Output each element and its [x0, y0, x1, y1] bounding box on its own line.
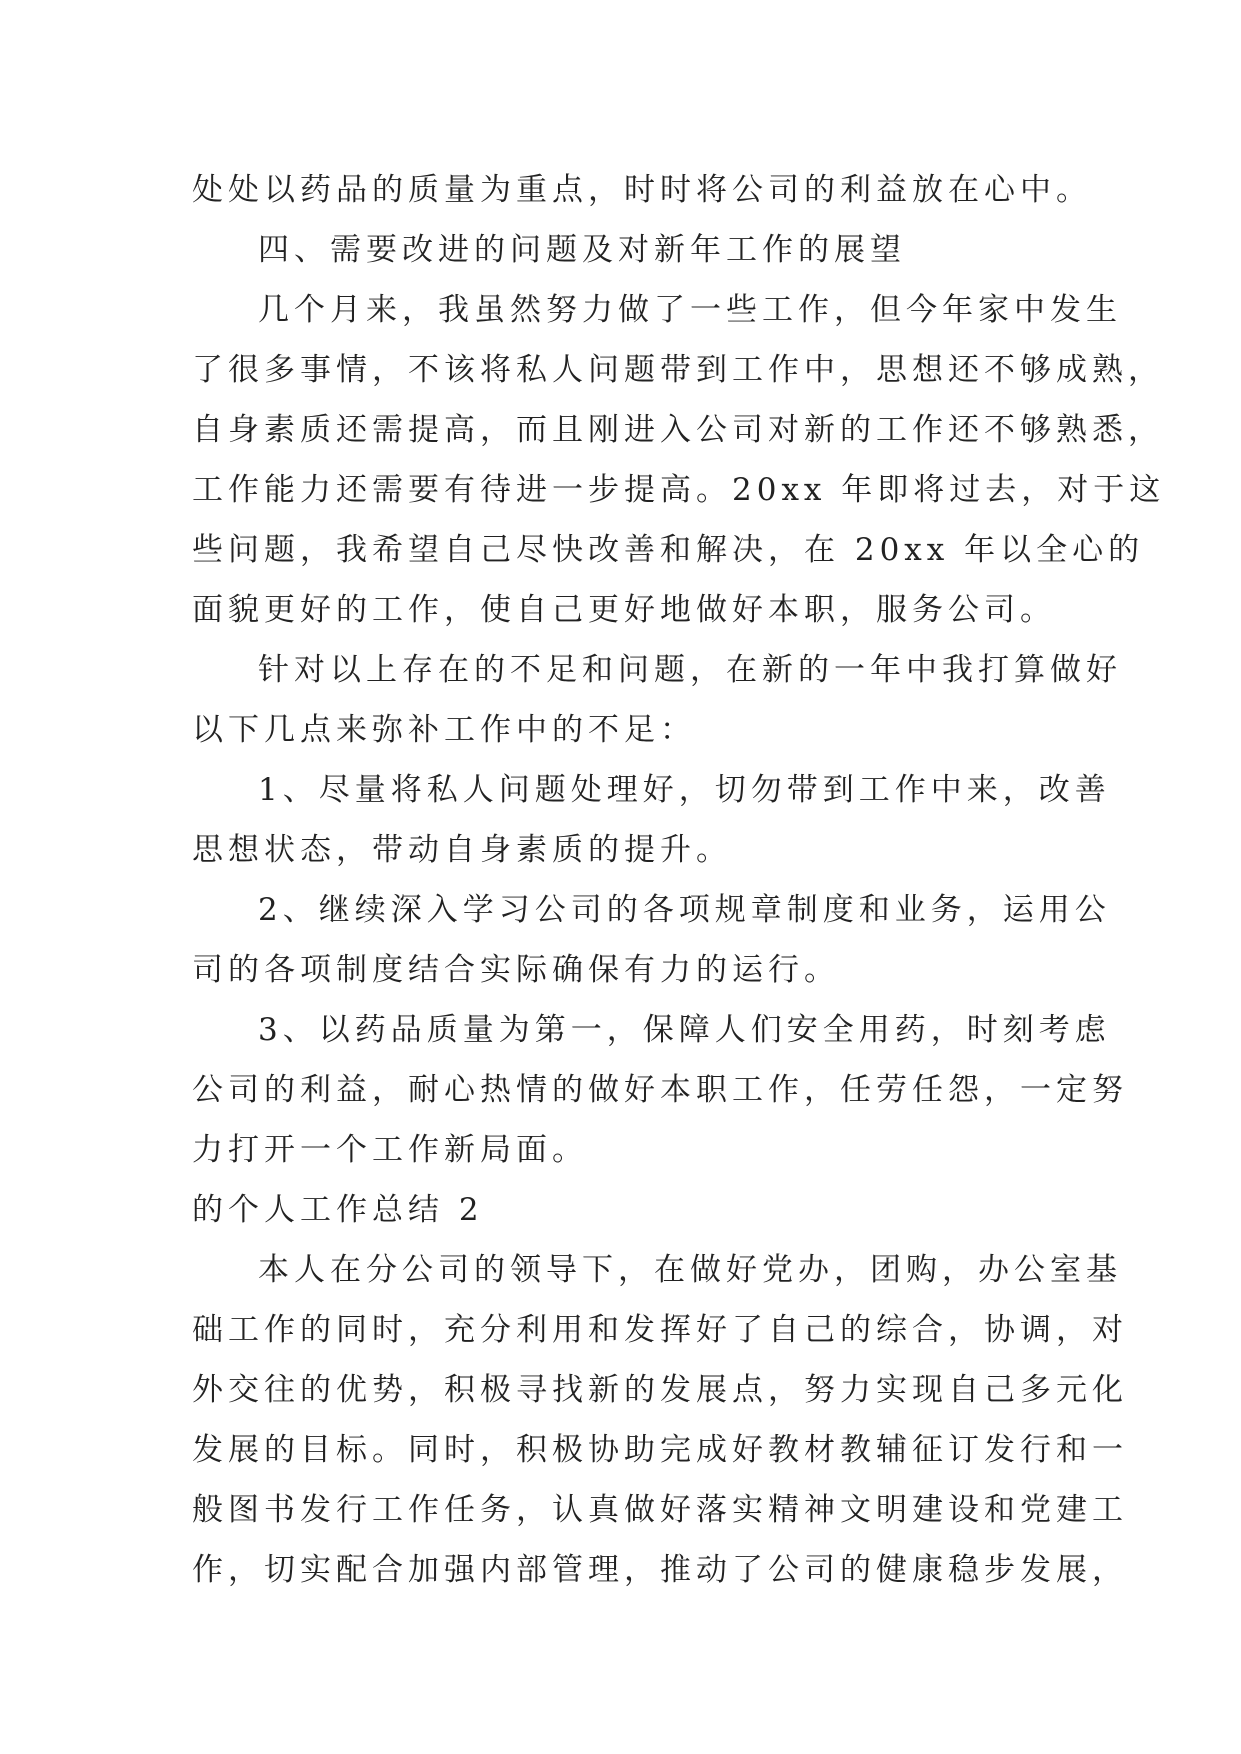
paragraph-line: 工作能力还需要有待进一步提高。20xx 年即将过去，对于这	[192, 472, 1166, 508]
paragraph-line: 以下几点来弥补工作中的不足：	[192, 712, 696, 748]
list-item-line: 司的各项制度结合实际确保有力的运行。	[192, 952, 840, 988]
paragraph-line: 本人在分公司的领导下，在做好党办，团购，办公室基	[258, 1252, 1122, 1288]
paragraph-line: 些问题，我希望自己尽快改善和解决，在 20xx 年以全心的	[192, 532, 1145, 568]
paragraph-line: 发展的目标。同时，积极协助完成好教材教辅征订发行和一	[192, 1432, 1128, 1468]
paragraph-line: 外交往的优势，积极寻找新的发展点，努力实现自己多元化	[192, 1372, 1128, 1408]
paragraph-line: 础工作的同时，充分利用和发挥好了自己的综合，协调，对	[192, 1312, 1128, 1348]
paragraph-line: 作，切实配合加强内部管理，推动了公司的健康稳步发展，	[192, 1552, 1128, 1588]
document-body	[192, 160, 1166, 1600]
list-item-line: 1、尽量将私人问题处理好，切勿带到工作中来，改善	[258, 772, 1111, 808]
section-title: 的个人工作总结 2	[192, 1192, 484, 1228]
list-item-line: 3、以药品质量为第一，保障人们安全用药，时刻考虑	[258, 1012, 1111, 1048]
section-heading: 四、需要改进的问题及对新年工作的展望	[258, 232, 906, 268]
list-item-line: 思想状态，带动自身素质的提升。	[192, 832, 732, 868]
paragraph-line: 自身素质还需提高，而且刚进入公司对新的工作还不够熟悉，	[192, 412, 1164, 448]
paragraph-line: 了很多事情，不该将私人问题带到工作中，思想还不够成熟，	[192, 352, 1164, 388]
paragraph-line: 般图书发行工作任务，认真做好落实精神文明建设和党建工	[192, 1492, 1128, 1528]
paragraph-line: 几个月来，我虽然努力做了一些工作，但今年家中发生	[258, 292, 1122, 328]
list-item-line: 公司的利益，耐心热情的做好本职工作，任劳任怨，一定努	[192, 1072, 1128, 1108]
paragraph-line: 面貌更好的工作，使自己更好地做好本职，服务公司。	[192, 592, 1056, 628]
paragraph-line: 处处以药品的质量为重点，时时将公司的利益放在心中。	[192, 172, 1092, 208]
paragraph-line: 针对以上存在的不足和问题，在新的一年中我打算做好	[258, 652, 1122, 688]
list-item-line: 力打开一个工作新局面。	[192, 1132, 588, 1168]
list-item-line: 2、继续深入学习公司的各项规章制度和业务，运用公	[258, 892, 1111, 928]
